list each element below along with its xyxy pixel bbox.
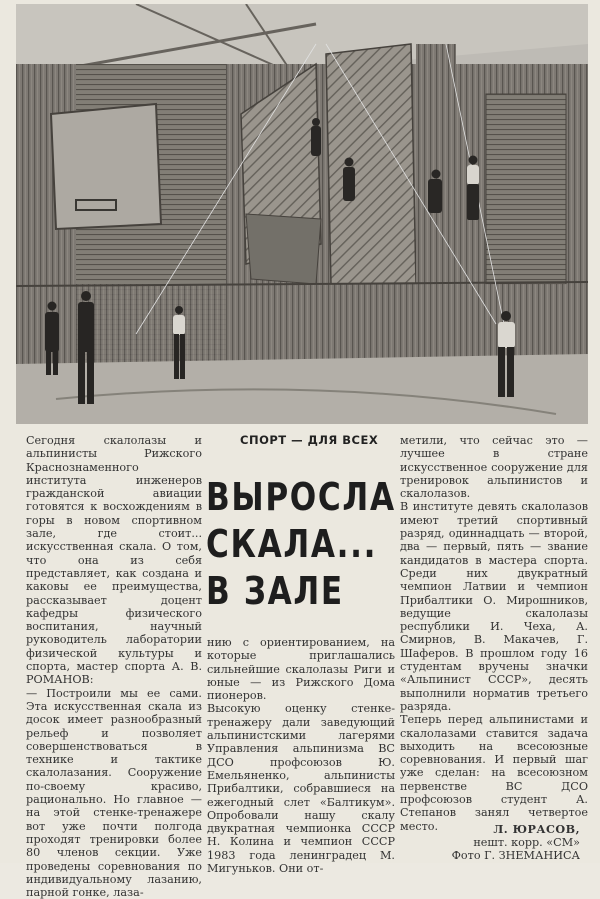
article-column-3: метили, что сейчас это — лучшее в стране искусственное сооружение для тренировок альпинистов и скалолазов. В институте девять скалолазов имеют третий спортивный разряд, одиннадцать — второй, два — первый, пять — звание кандидатов в мастера спорта. Среди них двукратный чемпион Латвии и чемпион Прибалтики О. Мирошников, ведущие скалолазы республики И. Чеха, А. Смирнов, В. Макачев, Г. Шаферов. В прошлом году 16 студентам вручены значки «Альпинист СССР», десять выполнили норматив третьего разряда. Теперь перед альпинистами и скалолазами ставится задача выходить на всесоюзные соревнования. И первый шаг уже сделан: на всесоюзном первенстве ВС ДСО профсоюзов студент А. Степанов занял четвертое место. xyxy=(400,434,588,833)
article-headline: ВЫРОСЛА СКАЛА... В ЗАЛЕ xyxy=(206,475,396,613)
article-column-1: Сегодня скалолазы и альпинисты Рижского Краснознаменного института инженеров гражданской авиации готовятся к восхождениям в горы в новом спортивном зале, где стоит... искусственная скала. О том, что она из себя представляет, как создана и каковы ее преимущества, рассказывает доцент кафедры физического воспитания, научный руководитель лаборатории физической культуры и спорта, мастер спорта А. В. РОМАНОВ: — Построили мы ее сами. Эта искусственная скала из досок имеет разнообразный рельеф и позволяет совершенствоваться в технике и тактике скалолазания. Сооружение по-своему красиво, рационально. Но главное — на этой стенке-тренажере вот уже почти полгода проходят тренировки более 80 членов секции. Уже проведены соревнования по индивидуальному лазанию, парной гонке, лаза- xyxy=(26,434,202,899)
section-rubric: СПОРТ — ДЛЯ ВСЕХ xyxy=(240,433,379,447)
author-name: Л. ЮРАСОВ, xyxy=(493,822,580,836)
author-role: нешт. корр. «СМ» xyxy=(473,836,580,849)
photo-credit: Фото Г. ЗНЕМАНИСА xyxy=(451,849,580,862)
article-column-2: нию с ориентированием, на которые приглашались сильнейшие скалолазы Риги и юные — из Рижского Дома пионеров. Высокую оценку стенке-тренажеру дали заведующий альпинистскими лагерями Управления альпинизма ВС ДСО профсоюзов Ю. Емельяненко, альпинисты Прибалтики, собравшиеся на ежегодный слет «Балтикум». Опробовали нашу скалу двукратная чемпионка СССР Н. Колина и чемпион СССР 1983 года ленинградец М. Мигуньков. Они от- xyxy=(207,636,395,876)
climbing-wall-photo xyxy=(16,4,588,424)
